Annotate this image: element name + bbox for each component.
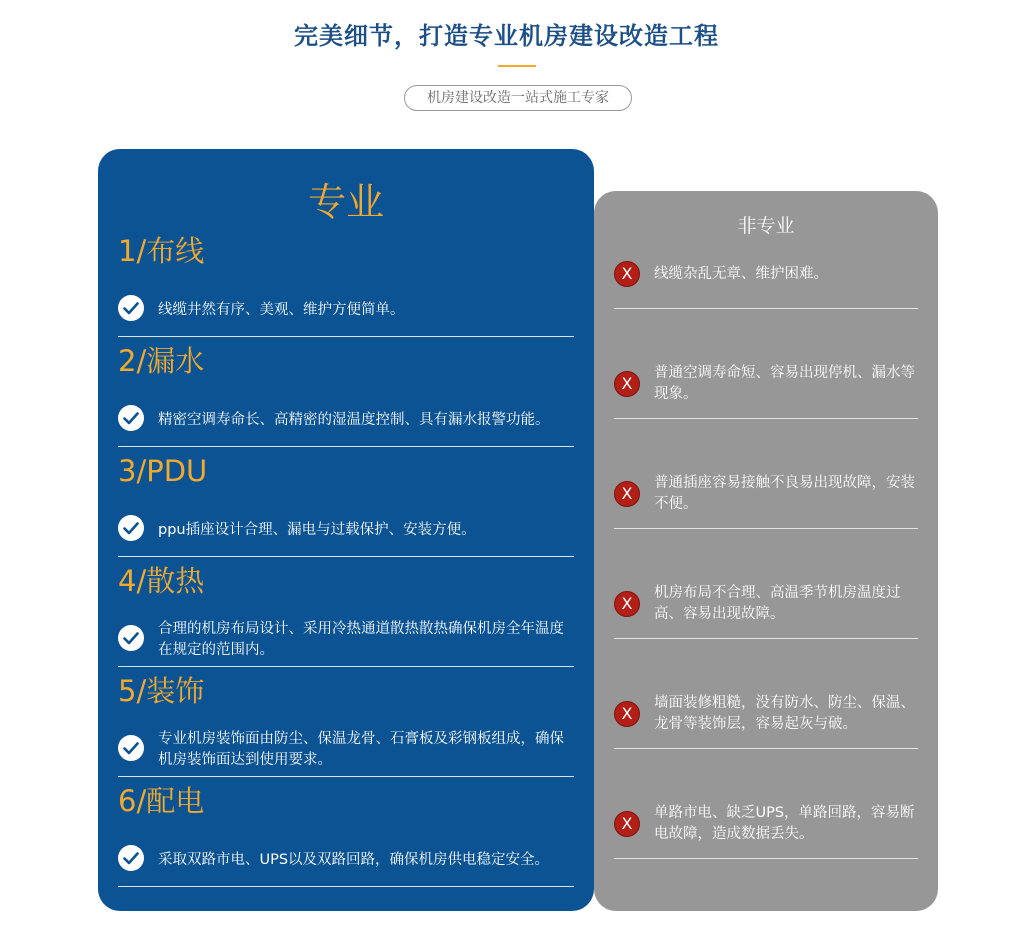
non-item-pdu — [614, 475, 918, 591]
pro-item-heading: 1/布线 — [118, 234, 205, 268]
check-icon — [118, 295, 144, 321]
x-icon: X — [614, 811, 640, 837]
non-item-desc: 机房布局不合理、高温季节机房温度过高、容易出现故障。 — [654, 585, 901, 622]
non-item-wiring — [614, 261, 918, 371]
divider — [614, 858, 918, 859]
pro-item-pdu — [118, 453, 574, 563]
pro-item-heading: 4/散热 — [118, 564, 205, 598]
pro-item-leak — [118, 343, 574, 453]
non-item-cooling — [614, 585, 918, 701]
non-item-desc: 普通插座容易接触不良易出现故障，安装不便。 — [654, 475, 915, 512]
non-professional-title: 非专业 — [737, 215, 795, 237]
pro-item-cooling — [118, 563, 574, 673]
non-item-desc: 单路市电、缺乏UPS，单路回路，容易断电故障，造成数据丢失。 — [654, 805, 915, 842]
professional-title: 专业 — [307, 180, 384, 224]
divider — [614, 638, 918, 639]
subtitle-badge: 机房建设改造一站式施工专家 — [404, 85, 632, 111]
pro-item-decoration — [118, 673, 574, 783]
non-item-desc: 线缆杂乱无章、维护困难。 — [654, 265, 828, 282]
pro-item-desc: 专业机房装饰面由防尘、保温龙骨、石膏板及彩钢板组成，确保机房装饰面达到使用要求。 — [158, 731, 564, 768]
pro-item-power — [118, 783, 574, 893]
check-icon — [118, 625, 144, 651]
check-icon — [118, 515, 144, 541]
non-item-power — [614, 805, 918, 921]
pro-item-desc: 合理的机房布局设计、采用冷热通道散热散热确保机房全年温度在规定的范围内。 — [158, 621, 564, 658]
divider — [118, 886, 574, 887]
page-title: 完美细节，打造专业机房建设改造工程 — [294, 22, 719, 50]
pro-item-desc: ppu插座设计合理、漏电与过载保护、安装方便。 — [158, 521, 476, 538]
pro-item-heading: 6/配电 — [118, 784, 205, 818]
pro-item-desc: 线缆井然有序、美观、维护方便简单。 — [158, 301, 405, 318]
non-item-desc: 普通空调寿命短、容易出现停机、漏水等现象。 — [654, 365, 915, 402]
x-icon: X — [614, 701, 640, 727]
x-icon: X — [614, 371, 640, 397]
non-item-desc: 墙面装修粗糙，没有防水、防尘、保温、龙骨等装饰层，容易起灰与破。 — [654, 695, 915, 732]
divider — [118, 446, 574, 447]
title-underline — [498, 65, 536, 67]
pro-item-heading: 3/PDU — [118, 454, 208, 488]
divider — [614, 418, 918, 419]
pro-item-desc: 采取双路市电、UPS以及双路回路，确保机房供电稳定安全。 — [158, 851, 550, 868]
divider — [614, 308, 918, 309]
professional-panel — [98, 149, 594, 911]
x-icon: X — [614, 481, 640, 507]
pro-item-heading: 2/漏水 — [118, 344, 205, 378]
divider — [118, 556, 574, 557]
x-icon: X — [614, 261, 640, 287]
divider — [614, 748, 918, 749]
divider — [118, 336, 574, 337]
non-item-decoration — [614, 695, 918, 811]
divider — [118, 666, 574, 667]
non-item-leak — [614, 365, 918, 481]
pro-item-heading: 5/装饰 — [118, 674, 205, 708]
divider — [118, 776, 574, 777]
pro-item-desc: 精密空调寿命长、高精密的湿温度控制、具有漏水报警功能。 — [158, 411, 550, 428]
check-icon — [118, 735, 144, 761]
pro-item-wiring — [118, 233, 574, 343]
non-professional-panel — [594, 191, 938, 911]
check-icon — [118, 405, 144, 431]
x-icon: X — [614, 591, 640, 617]
check-icon — [118, 845, 144, 871]
divider — [614, 528, 918, 529]
